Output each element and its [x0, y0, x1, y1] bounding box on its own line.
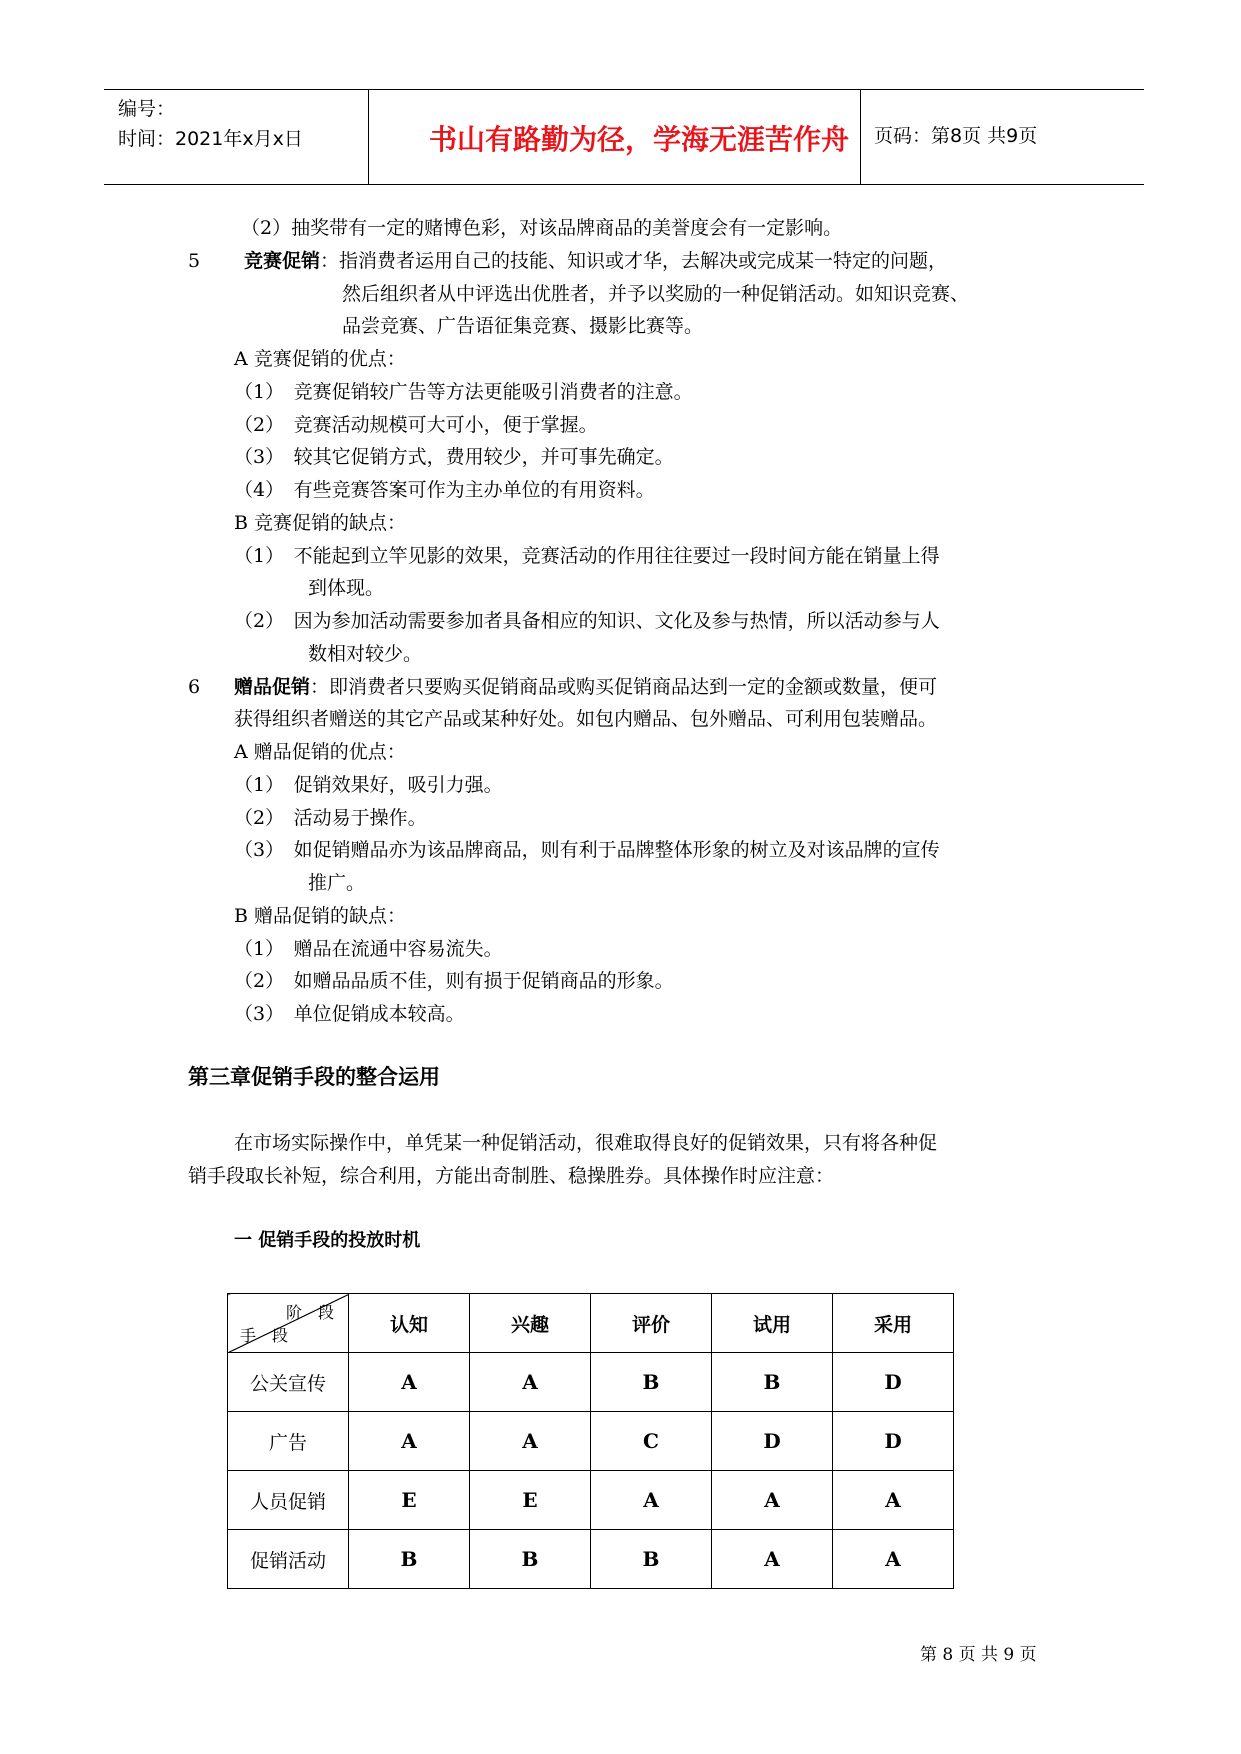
- list-item: （2） 活动易于操作。: [234, 807, 427, 829]
- corner-cell: [228, 1294, 349, 1353]
- row-label: 促销活动: [228, 1530, 349, 1589]
- text-line: 到体现。: [308, 577, 385, 599]
- table-row: [228, 1412, 954, 1471]
- table-cell: A: [833, 1471, 954, 1530]
- table-cell: A: [833, 1530, 954, 1589]
- header-meta: [118, 94, 303, 154]
- row-label: 人员促销: [228, 1471, 349, 1530]
- list-item: （1） 不能起到立竿见影的效果，竞赛活动的作用往往要过一段时间方能在销量上得: [234, 545, 940, 567]
- list-item: （4） 有些竞赛答案可作为主办单位的有用资料。: [234, 479, 655, 501]
- paragraph-line: 销手段取长补短，综合利用，方能出奇制胜、稳操胜券。具体操作时应注意：: [188, 1165, 835, 1187]
- item-number: 5: [188, 250, 201, 272]
- doc-time-label: 时间：2021年x月x日: [118, 128, 303, 150]
- row-label: 公关宣传: [228, 1353, 349, 1412]
- chapter-title: 第三章促销手段的整合运用: [188, 1065, 440, 1089]
- promotion-timing-table: [227, 1293, 954, 1589]
- list-item: （1） 赠品在流通中容易流失。: [234, 938, 503, 960]
- table-cell: B: [712, 1353, 833, 1412]
- table-row: [228, 1353, 954, 1412]
- text-line: [244, 248, 947, 274]
- subheading: A 竞赛促销的优点：: [234, 348, 406, 370]
- list-item: （2） 如赠品品质不佳，则有损于促销商品的形象。: [234, 970, 674, 992]
- term-bold: 赠品促销: [234, 676, 311, 698]
- table-cell: B: [349, 1530, 470, 1589]
- header-divider: [860, 90, 861, 184]
- table-cell: B: [470, 1530, 591, 1589]
- table-cell: C: [591, 1412, 712, 1471]
- header-page-label: 页码：第8页 共9页: [874, 125, 1038, 147]
- table-cell: E: [470, 1471, 591, 1530]
- paragraph-line: 在市场实际操作中，单凭某一种促销活动，很难取得良好的促销效果，只有将各种促: [234, 1132, 938, 1154]
- list-item: （3） 较其它促销方式，费用较少，并可事先确定。: [234, 446, 674, 468]
- corner-top-label: 阶 段: [285, 1303, 334, 1322]
- list-item: （1） 促销效果好，吸引力强。: [234, 774, 503, 796]
- table-row: [228, 1530, 954, 1589]
- table-header-row: [228, 1294, 954, 1353]
- corner-bottom-label: 手 段: [240, 1326, 289, 1345]
- table-cell: D: [833, 1412, 954, 1471]
- list-item: （2） 因为参加活动需要参加者具备相应的知识、文化及参与热情，所以活动参与人: [234, 610, 940, 632]
- term-definition: ：指消费者运用自己的技能、知识或才华，去解决或完成某一特定的问题，: [320, 250, 948, 272]
- text-line: 然后组织者从中评选出优胜者，并予以奖励的一种促销活动。如知识竞赛、: [342, 283, 970, 305]
- text-line: 品尝竞赛、广告语征集竞赛、摄影比赛等。: [342, 315, 704, 337]
- column-header: 认知: [349, 1294, 470, 1353]
- text-line: 数相对较少。: [308, 643, 423, 665]
- text-line: [234, 674, 937, 700]
- list-item: （3） 如促销赠品亦为该品牌商品，则有利于品牌整体形象的树立及对该品牌的宣传: [234, 839, 940, 861]
- item-number: 6: [188, 676, 201, 698]
- header-motto: 书山有路勤为径，学海无涯苦作舟: [428, 123, 849, 156]
- table-cell: D: [712, 1412, 833, 1471]
- column-header: 采用: [833, 1294, 954, 1353]
- table-cell: A: [470, 1412, 591, 1471]
- table-cell: D: [833, 1353, 954, 1412]
- table-cell: A: [712, 1471, 833, 1530]
- table-row: [228, 1471, 954, 1530]
- section-title: 一 促销手段的投放时机: [234, 1230, 421, 1251]
- list-item: （2） 竞赛活动规模可大可小，便于掌握。: [234, 414, 598, 436]
- table-cell: E: [349, 1471, 470, 1530]
- term-definition: ：即消费者只要购买促销商品或购买促销商品达到一定的金额或数量，便可: [310, 676, 938, 698]
- table-cell: A: [712, 1530, 833, 1589]
- page-footer: 第 8 页 共 9 页: [920, 1645, 1037, 1665]
- list-item: （1） 竞赛促销较广告等方法更能吸引消费者的注意。: [234, 381, 693, 403]
- column-header: 试用: [712, 1294, 833, 1353]
- column-header: 兴趣: [470, 1294, 591, 1353]
- table-cell: A: [349, 1353, 470, 1412]
- list-item: （3） 单位促销成本较高。: [234, 1003, 465, 1025]
- subheading: B 赠品促销的缺点：: [234, 905, 407, 927]
- term-bold: 竞赛促销: [244, 250, 321, 272]
- table-cell: A: [470, 1353, 591, 1412]
- text-line: 获得组织者赠送的其它产品或某种好处。如包内赠品、包外赠品、可利用包装赠品。: [234, 708, 938, 730]
- text-line: （2）抽奖带有一定的赌博色彩，对该品牌商品的美誉度会有一定影响。: [241, 217, 843, 239]
- document-header: [104, 89, 1144, 185]
- table-cell: B: [591, 1353, 712, 1412]
- doc-number-label: 编号：: [118, 98, 176, 120]
- header-divider: [368, 90, 369, 184]
- subheading: A 赠品促销的优点：: [234, 741, 406, 763]
- text-line: 推广。: [308, 872, 366, 894]
- table-cell: A: [349, 1412, 470, 1471]
- row-label: 广告: [228, 1412, 349, 1471]
- table-cell: A: [591, 1471, 712, 1530]
- column-header: 评价: [591, 1294, 712, 1353]
- subheading: B 竞赛促销的缺点：: [234, 512, 407, 534]
- table-cell: B: [591, 1530, 712, 1589]
